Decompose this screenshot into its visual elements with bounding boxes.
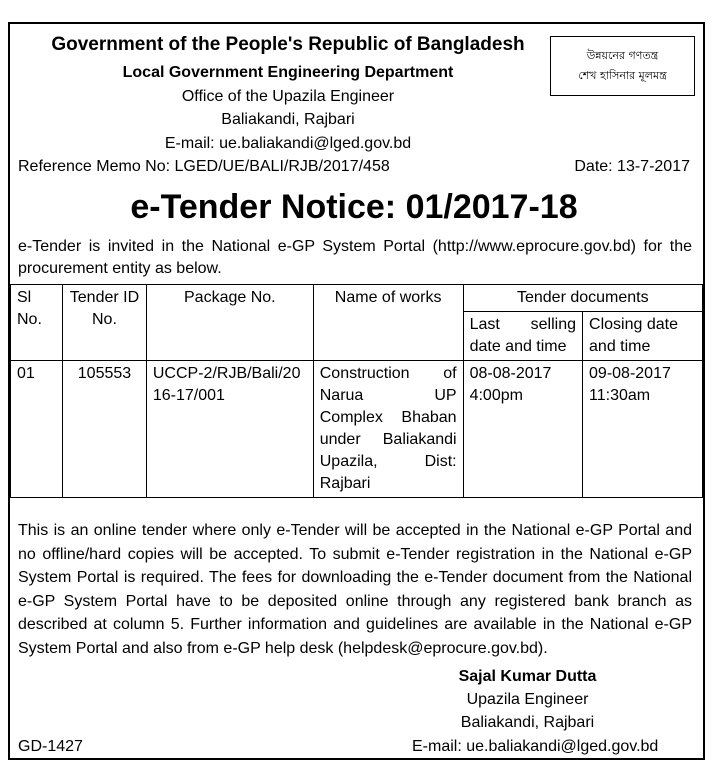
header-documents: Tender documents xyxy=(463,285,702,312)
cell-sl: 01 xyxy=(11,361,63,498)
header-tender-id: Tender ID No. xyxy=(63,285,147,361)
header-works: Name of works xyxy=(313,285,463,361)
signatory-name: Sajal Kumar Dutta xyxy=(458,668,597,685)
header-closing: Closing date and time xyxy=(583,312,703,361)
office-location: Baliakandi, Rajbari xyxy=(221,111,355,128)
cell-tender-id: 105553 xyxy=(63,361,147,498)
cell-works: Construction of Narua UP Complex Bhaban under Baliakandi Upazila, Dist: Rajbari xyxy=(313,361,463,498)
header-package: Package No. xyxy=(146,285,313,361)
office-email: E-mail: ue.baliakandi@lged.gov.bd xyxy=(164,135,412,152)
tender-terms-paragraph: This is an online tender where only e-Tender will be accepted in the National e-GP Portal and no offline/hard copies will be accepted. To submit e-Tender registration in the National e-GP System Portal is required. The fees for downloading the e-Tender document from the National e-GP System Portal have to be deposited online through any registered bank branch as described at column 5. Further information and guidelines are available in the National e-GP System Portal and also from e-GP help desk (helpdesk@eprocure.gov.bd). xyxy=(18,522,692,657)
cell-closing: 09-08-2017 11:30am xyxy=(583,361,703,498)
reference-memo: Reference Memo No: LGED/UE/BALI/RJB/2017/458 xyxy=(18,158,390,175)
government-heading: Government of the People's Republic of Bangladesh xyxy=(51,34,525,55)
office-heading: Office of the Upazila Engineer xyxy=(181,88,395,105)
gd-code: GD-1427 xyxy=(18,738,83,755)
cell-package: UCCP-2/RJB/Bali/2016-17/001 xyxy=(146,361,313,498)
header-sl: Sl No. xyxy=(11,285,63,361)
signatory-designation: Upazila Engineer xyxy=(466,691,589,708)
header-last-selling: Last selling date and time xyxy=(463,312,582,361)
slogan-line-2: শেখ হাসিনার মূলমন্ত্র xyxy=(578,69,667,82)
intro-paragraph: e-Tender is invited in the National e-GP System Portal (http://www.eprocure.gov.bd) for the procurement entity as below. xyxy=(18,238,692,277)
table-header-row xyxy=(11,285,703,312)
notice-date: Date: 13-7-2017 xyxy=(574,158,690,175)
signature-block xyxy=(420,665,635,734)
slogan-box xyxy=(550,36,695,96)
notice-title: e-Tender Notice: 01/2017-18 xyxy=(130,188,578,226)
cell-last-selling: 08-08-2017 4:00pm xyxy=(463,361,582,498)
slogan-line-1: উন্নয়নের গণতন্ত্র xyxy=(586,49,659,62)
signatory-email: E-mail: ue.baliakandi@lged.gov.bd xyxy=(412,738,659,755)
department-heading: Local Government Engineering Department xyxy=(122,64,454,81)
tender-table xyxy=(10,284,703,498)
signatory-location: Baliakandi, Rajbari xyxy=(460,714,595,731)
table-row xyxy=(11,361,703,498)
reference-row xyxy=(18,158,690,176)
